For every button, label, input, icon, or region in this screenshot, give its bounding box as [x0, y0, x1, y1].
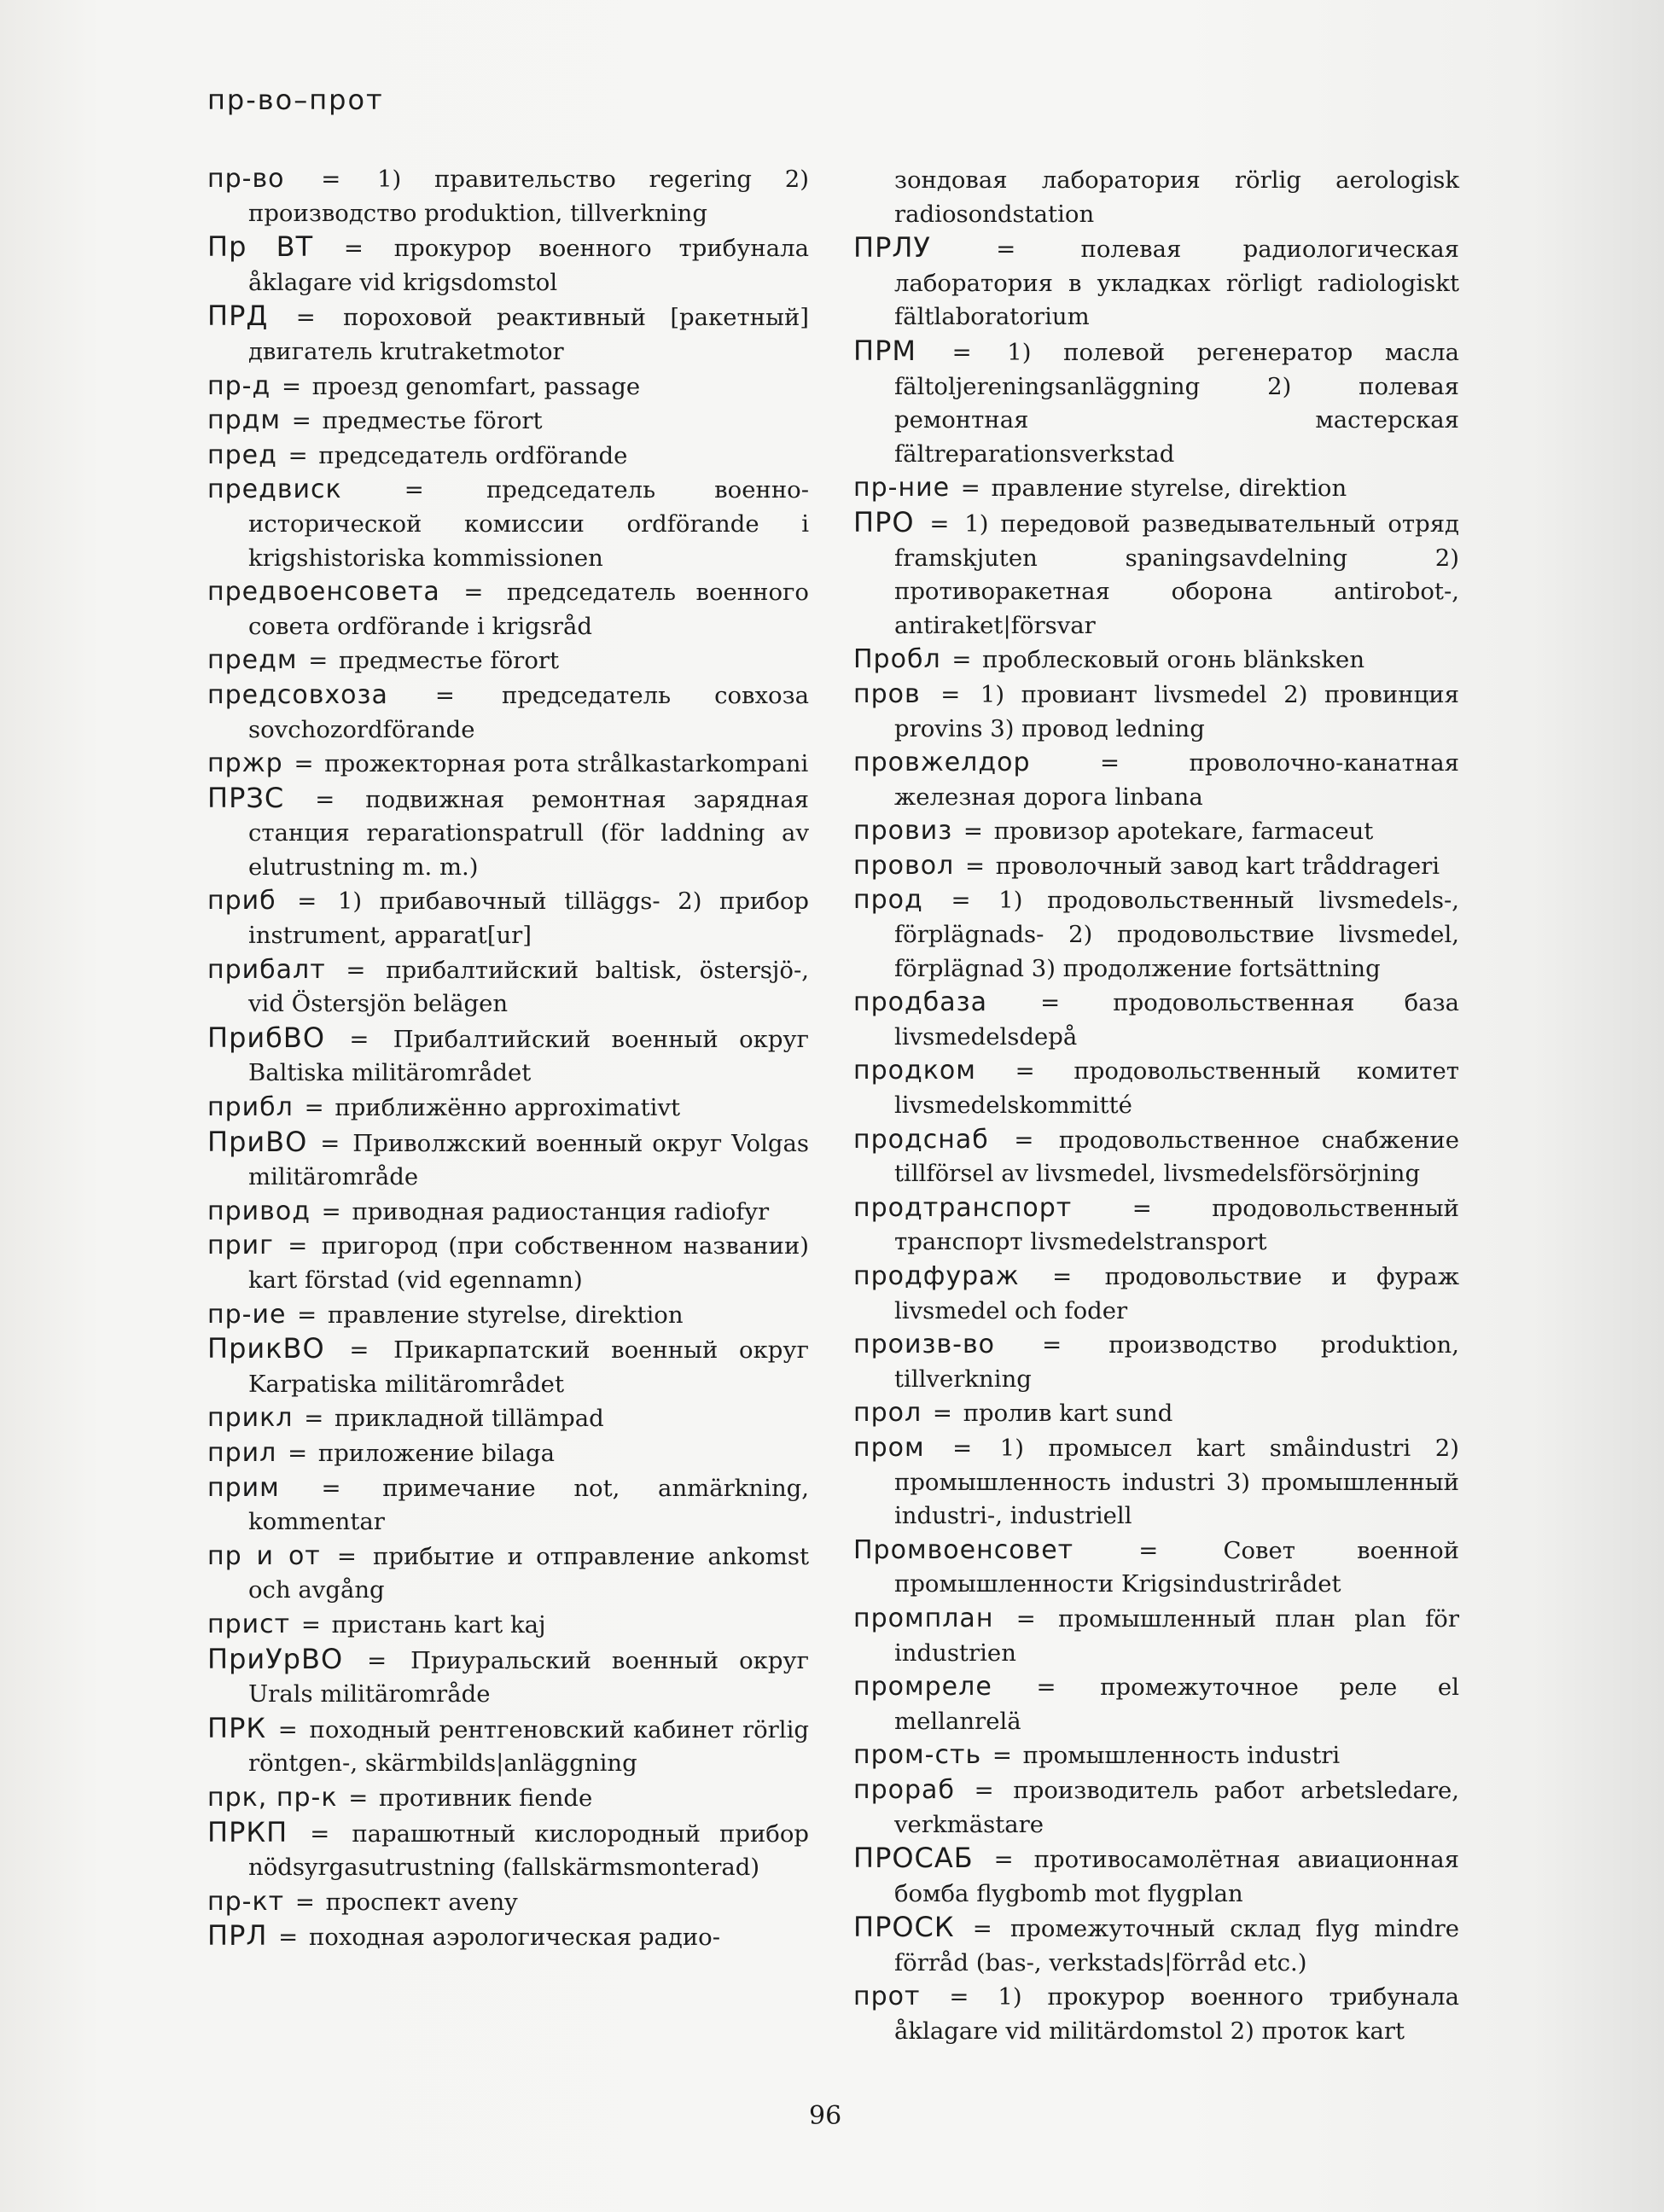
dictionary-entry: прот = 1) прокурор военного трибунала åklagare vid militärdomstol 2) проток kart — [853, 1982, 1459, 2046]
dictionary-entry: ПРЛ = походная аэрологическая радио- — [207, 1919, 721, 1953]
entry-headword: пр-кт — [207, 1886, 285, 1917]
entry-headword: приб — [207, 886, 276, 917]
dictionary-entry: ПриУрВО = Приуральский военный округ Urals militärområde — [207, 1642, 810, 1708]
entry-definition: промышленность industri — [1022, 1742, 1341, 1770]
dictionary-entry: пред = председатель ordförande — [207, 439, 628, 470]
entry-definition: походный рентгеновский кабинет rörlig röntgen-, skärmbilds|anläggning — [248, 1715, 809, 1778]
entry-definition: 1) правительство regering 2) производство produktion, tillverkning — [248, 166, 810, 227]
dictionary-entry: ПриВО = Приволжский военный округ Volgas militärområde — [207, 1125, 809, 1191]
dictionary-entry: прикл = прикладной tillämpad — [207, 1403, 604, 1434]
entry-definition: 1) прокурор военного трибунала åklagare vid militärdomstol 2) проток kart — [894, 1983, 1459, 2046]
entry-headword: прот — [853, 1982, 921, 2012]
entry-definition: прибалтийский baltisk, östersjö-, vid Östersjön belägen — [248, 956, 810, 1018]
dictionary-entry: промплан = промышленный план plan för industrien — [853, 1603, 1459, 1667]
entry-headword: предсовхоза — [207, 679, 388, 710]
entry-definition: промышленный план plan för industrien — [894, 1604, 1459, 1667]
page-header: пр-во–прот — [207, 84, 384, 116]
entry-headword: ПРК — [207, 1711, 267, 1744]
entry-headword: пром — [853, 1432, 925, 1463]
dictionary-entry: провиз = провизор apotekare, farmaceut — [853, 816, 1374, 847]
dictionary-entry — [853, 164, 1459, 231]
left-column — [207, 162, 809, 1955]
dictionary-entry: провол = проволочный завод kart tråddrageri — [853, 850, 1440, 881]
entry-headword: пржр — [207, 748, 283, 779]
entry-definition: приближённо approximativt — [335, 1094, 681, 1122]
entry-headword: ПРД — [207, 300, 269, 333]
entry-headword: ПрикВО — [207, 1332, 325, 1365]
entry-definition: правление styrelse, direktion — [991, 474, 1347, 503]
entry-headword: провиз — [853, 816, 953, 847]
dictionary-entry: продтранспорт = продовольственный транспорт livsmedelstransport — [853, 1192, 1459, 1256]
entry-definition: председатель совхоза sovchozordförande — [248, 681, 810, 743]
dictionary-entry: пр и от = прибытие и отправление ankomst och avgång — [207, 1540, 810, 1604]
dictionary-entry: ПРЛУ = полевая радиологическая лаборатория в укладках rörligt radiologiskt fältlaboratorium — [853, 231, 1459, 331]
entry-headword: предвиск — [207, 474, 342, 505]
entry-definition: 1) передовой разведывательный отряд framskjuten spaningsavdelning 2) противоракетная оборона antirobot-, antiraket|försvar — [894, 509, 1459, 639]
entry-definition: прокурор военного трибунала åklagare vid krigsdomstol — [248, 235, 810, 296]
dictionary-entry: ПРО = 1) передовой разведывательный отряд framskjuten spaningsavdelning 2) противоракетная оборона antirobot-, antiraket|försvar — [853, 505, 1459, 639]
entry-headword: провжелдор — [853, 748, 1031, 778]
entry-definition: продовольственное снабжение tillförsel av livsmedel, livsmedelsförsörjning — [894, 1126, 1459, 1188]
dictionary-entry: предвоенсовета = председатель военного совета ordförande i krigsråd — [207, 577, 809, 640]
entry-definition: пристань kart kaj — [331, 1610, 546, 1639]
dictionary-entry: прод = 1) продовольственный livsmedels-, förplägnads- 2) продовольствие livsmedel, förplägnad 3) продолжение fortsättning — [853, 885, 1459, 982]
entry-headword: ПРО — [853, 505, 915, 538]
entry-definition: приводная радиостанция radiofyr — [352, 1197, 770, 1225]
entry-definition: 1) прибавочный tilläggs- 2) прибор instrument, apparat[ur] — [248, 888, 809, 950]
dictionary-entry: пр-во = 1) правительство regering 2) производство produktion, tillverkning — [207, 164, 810, 227]
entry-definition: пороховой реактивный [ракетный] двигатель krutraketmotor — [248, 304, 809, 365]
dictionary-entry: промреле = промежуточное реле el mellanrelä — [853, 1672, 1460, 1735]
entry-definition: промежуточный склад flyg mindre förråd (bas-, verkstads|förråd etc.) — [894, 1915, 1459, 1976]
dictionary-entry: продком = продовольственный комитет livsmedelskommitté — [853, 1056, 1459, 1120]
dictionary-entry: ПРЗС = подвижная ремонтная зарядная станция reparationspatrull (för laddning av elutrustning m. m.) — [207, 781, 809, 881]
entry-headword: Промвоенсовет — [853, 1534, 1074, 1565]
dictionary-entry: привод = приводная радиостанция radiofyr — [207, 1196, 770, 1226]
entry-headword: промреле — [853, 1672, 992, 1703]
dictionary-entry: произв-во = производство produktion, tillverkning — [853, 1330, 1459, 1393]
entry-definition: производство produktion, tillverkning — [894, 1331, 1459, 1393]
entry-definition: противник fiende — [378, 1784, 593, 1812]
dictionary-entry: пр-ие = правление styrelse, direktion — [207, 1299, 684, 1330]
dictionary-entry: продснаб = продовольственное снабжение tillförsel av livsmedel, livsmedelsförsörjning — [853, 1124, 1459, 1188]
entry-headword: предвоенсовета — [207, 577, 440, 608]
entry-definition: подвижная ремонтная зарядная станция reparationspatrull (för laddning av elutrustning m. m.) — [248, 785, 809, 881]
dictionary-entry: пром = 1) промысел kart småindustri 2) промышленность industri 3) промышленный industri-, industriell — [853, 1432, 1459, 1530]
dictionary-entry: предм = предместье förort — [207, 645, 560, 676]
entry-headword: прк, пр-к — [207, 1782, 338, 1813]
entry-definition: предместье förort — [322, 407, 543, 435]
entry-headword: пр-ие — [207, 1299, 287, 1330]
entry-headword: привод — [207, 1196, 311, 1226]
entry-headword: продтранспорт — [853, 1192, 1073, 1223]
entry-headword: ПРОСАБ — [853, 1842, 974, 1875]
entry-definition: прибытие и отправление ankomst och avgång — [248, 1542, 810, 1604]
entry-headword: пр-во — [207, 164, 285, 194]
dictionary-entry: прибл = приближённо approximativt — [207, 1092, 681, 1123]
entry-headword: продком — [853, 1056, 976, 1086]
entry-definition: Совет военной промышленности Krigsindustrirådet — [894, 1536, 1459, 1598]
entry-headword: Пр ВТ — [207, 230, 314, 264]
entry-definition: прожекторная рота strålkastarkompani — [324, 750, 809, 778]
entry-definition: прикладной tillämpad — [334, 1405, 604, 1433]
entry-headword: пров — [853, 678, 921, 709]
entry-definition: полевая радиологическая лаборатория в укладках rörligt radiologiskt fältlaboratorium — [894, 236, 1459, 331]
entry-headword: провол — [853, 850, 955, 881]
entry-headword: Пробл — [853, 644, 941, 675]
entry-definition: проволочный завод kart tråddrageri — [995, 852, 1440, 880]
entry-headword: ПРЛ — [207, 1919, 268, 1953]
dictionary-entry: продфураж = продовольствие и фураж livsmedel och foder — [853, 1261, 1459, 1324]
dictionary-entry: приг = пригород (при собственном названии) kart förstad (vid egennamn) — [207, 1231, 809, 1294]
entry-definition: председатель ordförande — [318, 441, 628, 469]
entry-definition: пролив kart sund — [963, 1400, 1173, 1428]
entry-definition: Приуральский военный округ Urals militärområde — [248, 1646, 810, 1708]
dictionary-entry: приб = 1) прибавочный tilläggs- 2) прибор instrument, apparat[ur] — [207, 886, 809, 950]
entry-definition: Приволжский военный округ Volgas militärområde — [248, 1129, 809, 1191]
entry-headword: промплан — [853, 1603, 994, 1633]
dictionary-entry: ПРОСАБ = противосамолётная авиационная бомба flygbomb mot flygplan — [853, 1842, 1459, 1907]
dictionary-entry: прол = пролив kart sund — [853, 1398, 1173, 1429]
entry-headword: ПРМ — [853, 334, 916, 367]
entry-headword: пр и от — [207, 1540, 321, 1571]
entry-definition: продовольствие и фураж livsmedel och foder — [894, 1263, 1459, 1324]
dictionary-entry: ПРД = пороховой реактивный [ракетный] двигатель krutraketmotor — [207, 300, 809, 365]
entry-headword: прибл — [207, 1092, 294, 1123]
entry-definition: Прибалтийский военный округ Baltiska militärområdet — [248, 1025, 810, 1087]
dictionary-entry: прк, пр-к = противник fiende — [207, 1782, 593, 1813]
dictionary-entry: прист = пристань kart kaj — [207, 1609, 546, 1639]
entry-definition: 1) промысел kart småindustri 2) промышленность industri 3) промышленный industri-, industriell — [894, 1434, 1459, 1530]
entry-headword: продбаза — [853, 987, 987, 1018]
entry-definition: приложение bilaga — [317, 1439, 555, 1467]
entry-headword: прил — [207, 1437, 277, 1468]
entry-headword: ПрибВО — [207, 1021, 326, 1054]
entry-definition: председатель военно-исторической комиссии ordförande i krigshistoriska kommissionen — [248, 476, 809, 572]
entry-headword: прибалт — [207, 954, 326, 985]
dictionary-entry: провжелдор = проволочно-канатная железная дорога linbana — [853, 748, 1459, 811]
entry-headword: ПРОСК — [853, 1911, 955, 1944]
dictionary-entry: пр-д = проезд genomfart, passage — [207, 370, 641, 401]
page-number: 96 — [809, 2101, 842, 2131]
entry-definition: парашютный кислородный прибор nödsyrgasutrustning (fallskärmsmonterad) — [248, 1819, 809, 1882]
dictionary-entry: предсовхоза = председатель совхоза sovchozordförande — [207, 679, 810, 743]
entry-definition: правление styrelse, direktion — [327, 1301, 684, 1329]
dictionary-entry: ПрикВО = Прикарпатский военный округ Karpatiska militärområdet — [207, 1332, 809, 1398]
entry-headword: ПриУрВО — [207, 1642, 344, 1675]
dictionary-entry: ПРК = походный рентгеновский кабинет rörlig röntgen-, skärmbilds|anläggning — [207, 1711, 809, 1778]
entry-definition: предместье förort — [339, 647, 560, 675]
entry-definition: 1) полевой регенератор масла fältoljereningsanläggning 2) полевая ремонтная мастерская fältreparationsverkstad — [894, 338, 1459, 468]
entry-headword: прикл — [207, 1403, 294, 1434]
entry-headword: прим — [207, 1472, 280, 1503]
dictionary-entry: пр-кт = проспект aveny — [207, 1886, 518, 1917]
entry-definition: 1) провиант livsmedel 2) провинция provins 3) провод ledning — [894, 680, 1459, 742]
entry-headword: ПРЛУ — [853, 231, 931, 265]
dictionary-entry: Пр ВТ = прокурор военного трибунала åklagare vid krigsdomstol — [207, 230, 810, 296]
right-column — [853, 164, 1459, 2049]
entry-definition: 1) продовольственный livsmedels-, förplägnads- 2) продовольствие livsmedel, förplägnad 3) продолжение fortsättning — [894, 887, 1459, 982]
dictionary-entry: пром-сть = промышленность industri — [853, 1740, 1341, 1771]
entry-definition: проблесковый огонь blänkskеn — [982, 646, 1365, 674]
entry-headword: пром-сть — [853, 1740, 982, 1771]
dictionary-entry: Промвоенсовет = Совет военной промышленности Krigsindustrirådet — [853, 1534, 1459, 1598]
entry-definition: примечание not, anmärkning, kommentar — [248, 1474, 809, 1536]
entry-definition: Прикарпатский военный округ Karpatiska militärområdet — [248, 1336, 809, 1398]
entry-headword: произв-во — [853, 1330, 996, 1360]
entry-headword: прол — [853, 1398, 922, 1429]
entry-definition: продовольственный комитет livsmedelskommitté — [894, 1057, 1459, 1120]
entry-definition: проспект aveny — [325, 1888, 518, 1916]
entry-definition: продовольственная база livsmedelsdepå — [894, 989, 1459, 1051]
dictionary-entry: прдм = предместье förort — [207, 405, 543, 436]
entry-headword: продфураж — [853, 1261, 1020, 1291]
entry-definition: провизор apotekare, farmaceut — [993, 818, 1374, 846]
entry-definition: пригород (при собственном названии) kart förstad (vid egennamn) — [248, 1232, 809, 1294]
dictionary-entry: прибалт = прибалтийский baltisk, östersjö-, vid Östersjön belägen — [207, 954, 810, 1018]
dictionary-entry: предвиск = председатель военно-исторической комиссии ordförande i krigshistoriska kommissionen — [207, 474, 809, 572]
dictionary-entry: прораб = производитель работ arbetsledare, verkmästare — [853, 1774, 1459, 1838]
dictionary-entry: ПрибВО = Прибалтийский военный округ Baltiska militärområdet — [207, 1021, 810, 1087]
entry-definition: зондовая лаборатория rörlig aerologisk radiosondstation — [894, 166, 1459, 228]
entry-headword: пр-ние — [853, 473, 951, 504]
entry-headword: ПРЗС — [207, 781, 285, 814]
dictionary-entry: пров = 1) провиант livsmedel 2) провинция provins 3) провод ledning — [853, 678, 1459, 742]
dictionary-entry: пржр = прожекторная рота strålkastarkompani — [207, 748, 809, 779]
entry-headword: прораб — [853, 1774, 955, 1805]
entry-headword: прдм — [207, 405, 282, 436]
dictionary-entry: пр-ние = правление styrelse, direktion — [853, 473, 1347, 504]
entry-headword: пр-д — [207, 370, 271, 401]
dictionary-entry: прим = примечание not, anmärkning, kommentar — [207, 1472, 809, 1536]
entry-definition: противосамолётная авиационная бомба flygbomb mot flygplan — [894, 1846, 1459, 1907]
entry-headword: ПриВО — [207, 1125, 308, 1158]
entry-definition: проволочно-канатная железная дорога linbana — [894, 749, 1459, 811]
entry-headword: приг — [207, 1231, 274, 1261]
entry-headword: продснаб — [853, 1124, 989, 1155]
entry-definition: производитель работ arbetsledare, verkmästare — [894, 1776, 1459, 1838]
entry-headword: прод — [853, 885, 923, 916]
dictionary-entry: ПРОСК = промежуточный склад flyg mindre förråd (bas-, verkstads|förråd etc.) — [853, 1911, 1459, 1976]
entry-definition: проезд genomfart, passage — [311, 372, 641, 400]
entry-headword: пред — [207, 439, 277, 470]
entry-headword: ПРКП — [207, 1815, 288, 1848]
dictionary-entry: прил = приложение bilaga — [207, 1437, 555, 1468]
entry-definition: промежуточное реле el mellanrelä — [894, 1674, 1460, 1735]
entry-definition: походная аэрологическая радио- — [308, 1924, 721, 1952]
entry-definition: продовольственный транспорт livsmedelstransport — [894, 1194, 1459, 1256]
dictionary-entry: продбаза = продовольственная база livsmedelsdepå — [853, 987, 1459, 1051]
dictionary-entry: Пробл = проблесковый огонь blänkskеn — [853, 644, 1365, 675]
entry-definition: председатель военного совета ordförande i krigsråd — [248, 579, 809, 640]
dictionary-entry: ПРМ = 1) полевой регенератор масла fältoljereningsanläggning 2) полевая ремонтная мастерская fältreparationsverkstad — [853, 334, 1459, 468]
entry-headword: предм — [207, 645, 298, 676]
entry-headword: прист — [207, 1609, 291, 1639]
dictionary-entry: ПРКП = парашютный кислородный прибор nödsyrgasutrustning (fallskärmsmonterad) — [207, 1815, 809, 1882]
